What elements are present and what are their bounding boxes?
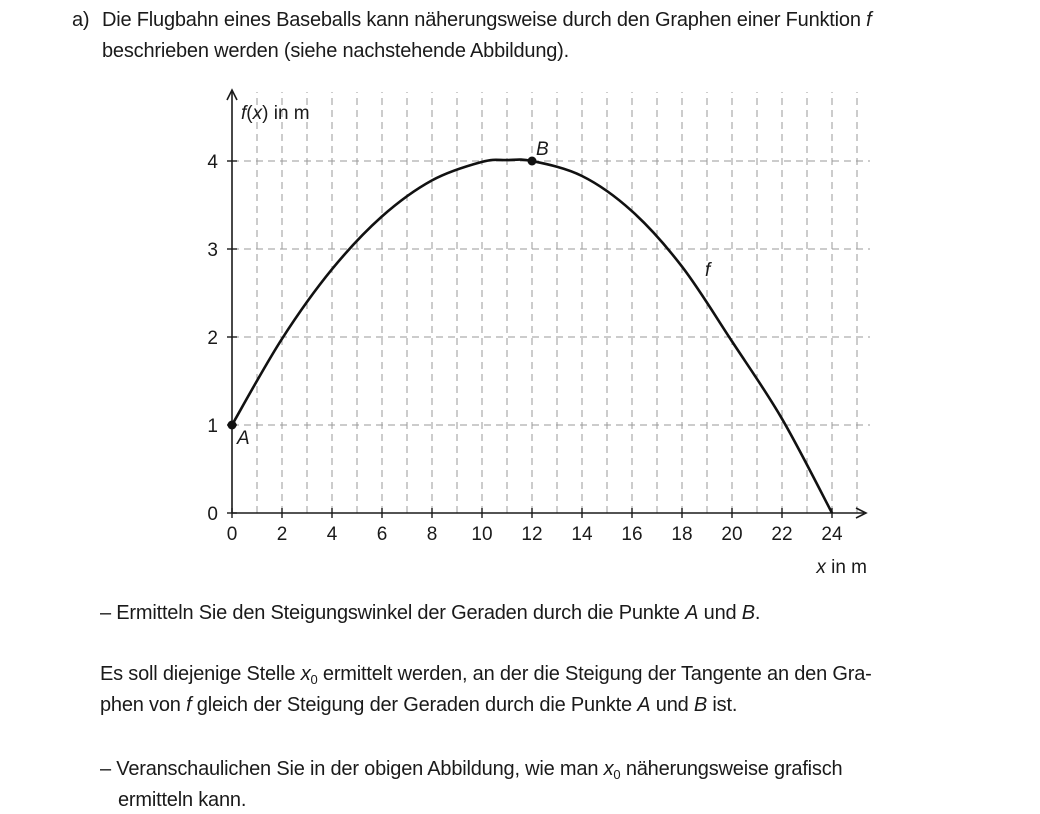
y-axis-label-arg: x (252, 103, 263, 124)
task-intro-line2: beschrieben werden (siehe nachstehende Abbildung). (102, 40, 570, 62)
q2-post: näherungsweise grafisch (625, 758, 843, 780)
p-l2-end: ist. (712, 694, 738, 716)
x-tick-label: 8 (426, 524, 438, 545)
x-tick-labels (227, 524, 843, 545)
q1-point-b: B (741, 602, 755, 624)
x-tick-label: 6 (376, 524, 388, 545)
q2-x0-sub: 0 (613, 767, 621, 782)
q1-and: und (703, 602, 737, 624)
grid-vertical (257, 92, 857, 513)
x-axis-label (815, 557, 867, 578)
y-axis-label-var: f (241, 103, 247, 124)
curve-label: f (705, 260, 711, 281)
y-axis-label-open: ( (246, 103, 253, 124)
p-l2-b: B (693, 694, 708, 716)
x-tick-label: 2 (276, 524, 288, 545)
task-label: a) (72, 9, 90, 31)
x-tick-label: 18 (671, 524, 693, 545)
q2-x0-var: x (603, 758, 614, 780)
x-tick-label: 22 (771, 524, 793, 545)
axis-ticks (227, 161, 832, 518)
x-tick-label: 16 (621, 524, 643, 545)
p-l2-f: f (186, 694, 192, 716)
p-x0-var: x (300, 663, 311, 685)
question-2-line2: ermitteln kann. (118, 789, 247, 811)
p-l2-pre: phen von (100, 694, 181, 716)
question-2-line1 (100, 758, 843, 782)
paragraph-line2 (100, 695, 737, 715)
x-tick-label: 24 (821, 524, 843, 545)
x-tick-label: 12 (521, 524, 543, 545)
p-x0-sub: 0 (310, 672, 318, 687)
question-1 (100, 603, 760, 623)
paragraph-line1 (100, 663, 872, 687)
y-axis-label (241, 103, 310, 124)
point-a-label: A (237, 428, 250, 449)
x-tick-label: 0 (226, 524, 238, 545)
x-tick-label: 4 (326, 524, 338, 545)
y-tick-label: 2 (207, 328, 218, 349)
p-l1-post: ermittelt werden, an der die Steigung der Tangente an den Gra- (322, 663, 872, 685)
p-l2-a: A (637, 694, 651, 716)
q1-text: – Ermitteln Sie den Steigungswinkel der Geraden durch die Punkte (100, 602, 680, 624)
x-tick-label: 14 (571, 524, 593, 545)
function-symbol: f (866, 9, 872, 31)
point-b-label: B (536, 139, 549, 160)
y-tick-label: 1 (207, 416, 218, 437)
x-tick-label: 10 (471, 524, 493, 545)
p-l2-and: und (655, 694, 689, 716)
q1-point-a: A (685, 602, 699, 624)
p-l2-mid: gleich der Steigung der Geraden durch die Punkte (196, 694, 632, 716)
q2-pre: – Veranschaulichen Sie in der obigen Abbildung, wie man (100, 758, 599, 780)
y-tick-label: 3 (207, 240, 218, 261)
x-axis-label-unit: in m (831, 557, 867, 578)
y-tick-labels (207, 152, 218, 525)
q1-end: . (754, 602, 761, 624)
y-axis-label-close: ) (262, 103, 274, 124)
x-tick-label: 20 (721, 524, 743, 545)
y-tick-label: 4 (207, 152, 218, 173)
intro-text: Die Flugbahn eines Baseballs kann näherungsweise durch den Graphen einer Funktion (102, 9, 861, 31)
point-a-marker (228, 421, 237, 430)
p-l1-pre: Es soll diejenige Stelle (100, 663, 296, 685)
y-tick-label: 0 (207, 504, 218, 525)
grid-horizontal (232, 161, 870, 425)
x-axis-label-var: x (816, 557, 826, 578)
y-axis-label-unit: in m (273, 103, 310, 124)
